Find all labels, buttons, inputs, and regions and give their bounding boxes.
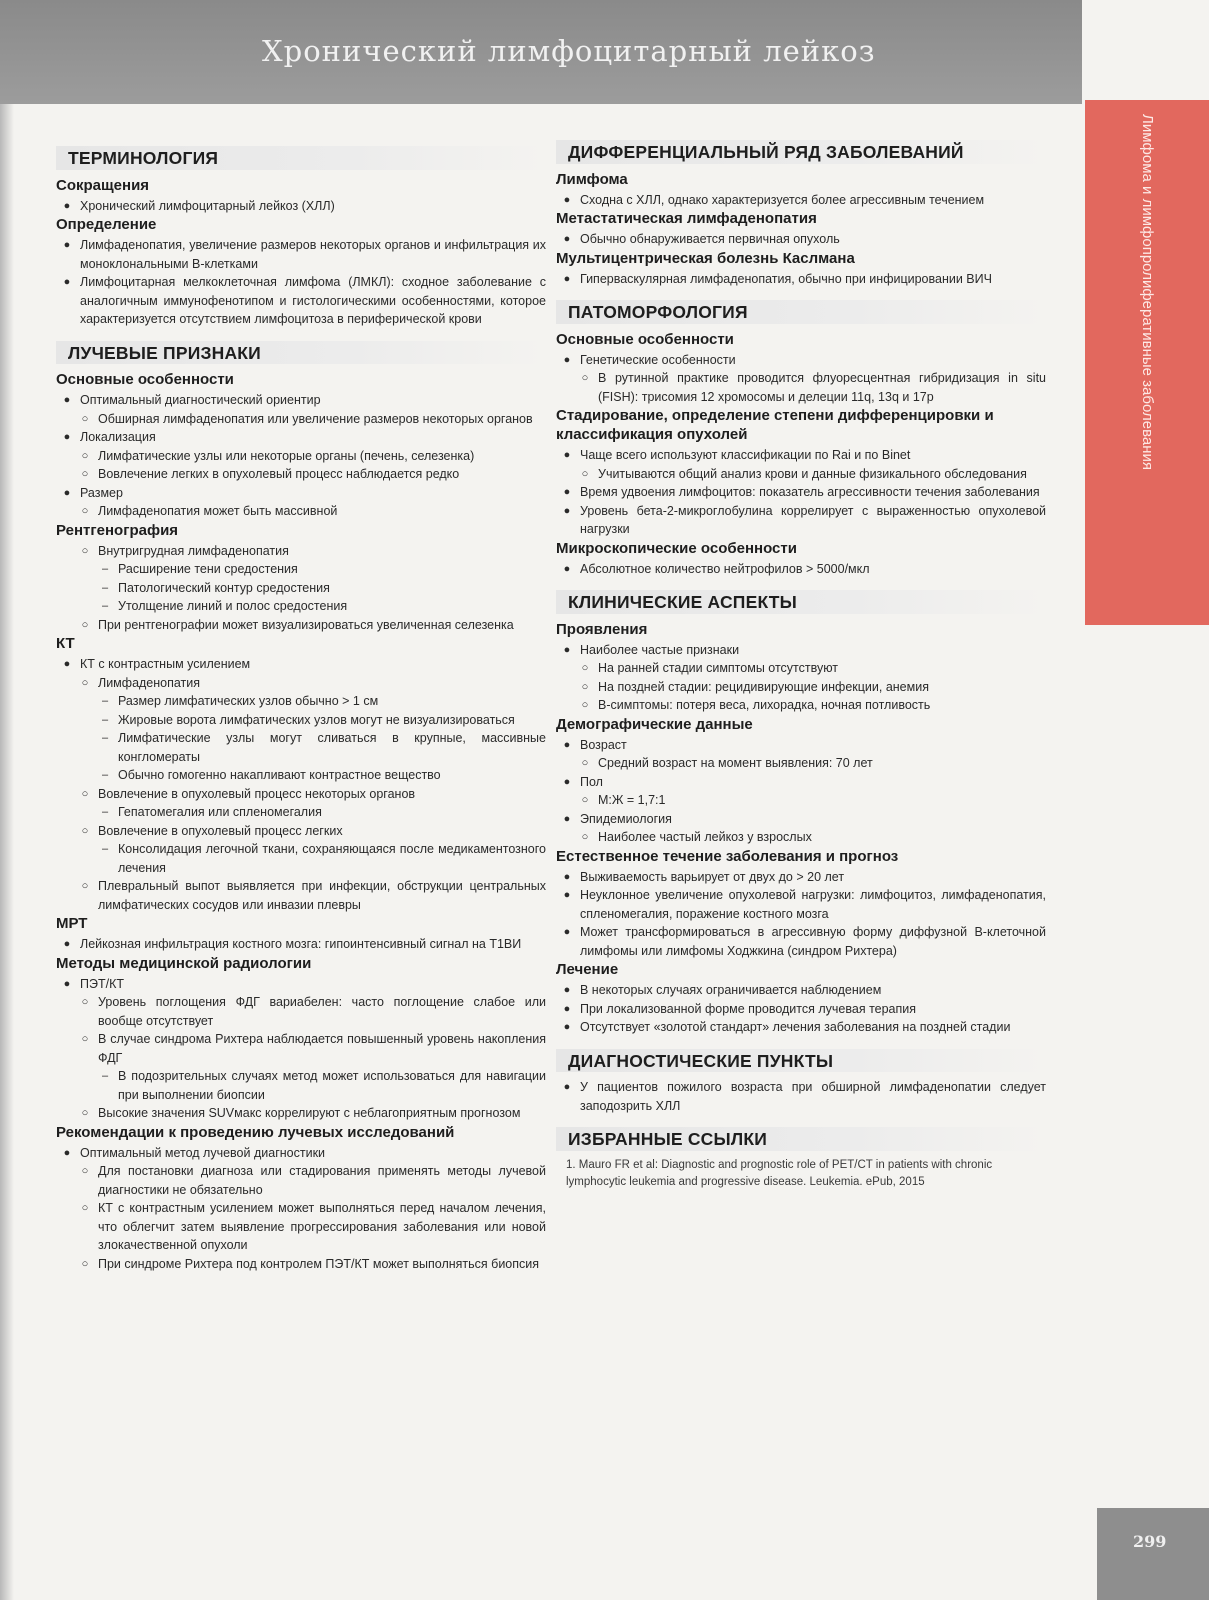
- bullet-icon: ●: [563, 504, 571, 517]
- list-item: [56, 391, 546, 410]
- bullet-icon: ●: [563, 984, 571, 996]
- list-item-text: На поздней стадии: рецидивирующие инфекции, анемия: [598, 679, 929, 694]
- left-column: [56, 146, 546, 1273]
- list-item: [56, 447, 546, 466]
- dash-bullet-icon: –: [101, 843, 109, 855]
- section-side-tab: [1085, 100, 1209, 625]
- circle-bullet-icon: ○: [81, 824, 89, 837]
- circle-bullet-icon: ○: [81, 996, 89, 1008]
- list-item-text: При синдроме Рихтера под контролем ПЭТ/КТ может выполняться биопсия: [98, 1256, 540, 1271]
- circle-bullet-icon: ○: [581, 794, 589, 806]
- bullet-icon: ●: [63, 1146, 71, 1159]
- list-item: [56, 975, 546, 994]
- circle-bullet-icon: ○: [581, 699, 589, 711]
- section-heading: ДИАГНОСТИЧЕСКИЕ ПУНКТЫ: [556, 1049, 1046, 1073]
- circle-bullet-icon: ○: [581, 680, 589, 693]
- subsection-heading: Мультицентрическая болезнь Каслмана: [556, 249, 855, 267]
- list-item: [556, 641, 1046, 660]
- bullet-icon: ●: [63, 199, 71, 212]
- list-item: [56, 840, 546, 877]
- circle-bullet-icon: ○: [581, 467, 589, 480]
- list-item: [56, 597, 546, 616]
- list-item: [556, 1000, 1046, 1019]
- bullet-icon: ●: [563, 738, 571, 751]
- list-item-text: Наиболее частые признаки: [580, 642, 740, 657]
- subsection-heading: Лимфома: [556, 170, 628, 188]
- list-item-text: КТ с контрастным усилением может выполняться перед началом лечения, что облегчит затем выявление прогрессирования заболевания или новой злокачественной опухоли: [98, 1201, 546, 1252]
- bullet-icon: ●: [563, 1021, 571, 1033]
- list-item-text: Сходна с ХЛЛ, однако характеризуется более агрессивным течением: [580, 192, 985, 207]
- list-item-text: Наиболее частый лейкоз у взрослых: [598, 830, 812, 844]
- list-item-text: Выживаемость варьирует от двух до > 20 лет: [580, 869, 845, 884]
- list-item-text: Хронический лимфоцитарный лейкоз (ХЛЛ): [80, 198, 335, 213]
- list-item-text: Лимфаденопатия: [98, 675, 201, 690]
- section-heading: ТЕРМИНОЛОГИЯ: [56, 146, 546, 170]
- circle-bullet-icon: ○: [81, 468, 89, 480]
- bullet-icon: ●: [563, 643, 571, 656]
- subsection-heading: Стадирование, определение степени дифференцировки и классификация опухолей: [556, 407, 994, 443]
- section-heading: КЛИНИЧЕСКИЕ АСПЕКТЫ: [556, 590, 1046, 614]
- list-item: [556, 1078, 1046, 1115]
- list-item-text: Обычно обнаруживается первичная опухоль: [580, 232, 840, 246]
- list-item: [556, 483, 1046, 502]
- list-item: [56, 1162, 546, 1199]
- list-item-text: Локализация: [80, 430, 156, 444]
- circle-bullet-icon: ○: [81, 1257, 89, 1270]
- list-item: [556, 810, 1046, 829]
- dash-bullet-icon: –: [101, 713, 109, 726]
- circle-bullet-icon: ○: [81, 412, 89, 425]
- list-item-text: КТ с контрастным усилением: [80, 657, 251, 671]
- list-item: [56, 484, 546, 503]
- list-item-text: Для постановки диагноза или стадирования применять методы лучевой диагностики не обязательно: [98, 1164, 546, 1197]
- subsection-heading: Сокращения: [56, 176, 150, 194]
- list-item: [56, 1104, 546, 1123]
- subsection-heading: КТ: [56, 635, 75, 652]
- list-item-text: У пациентов пожилого возраста при обширной лимфаденопатии следует заподозрить ХЛЛ: [580, 1080, 1046, 1113]
- bullet-icon: ●: [563, 812, 571, 825]
- subsection-heading: Определение: [56, 216, 157, 233]
- circle-bullet-icon: ○: [81, 544, 89, 557]
- subsection-heading: Лечение: [556, 961, 619, 978]
- list-item-text: Лимфаденопатия может быть массивной: [98, 504, 338, 518]
- list-item-text: Лимфатические узлы могут сливаться в крупные, массивные конгломераты: [118, 731, 546, 764]
- list-item-text: Расширение тени средостения: [118, 562, 298, 576]
- circle-bullet-icon: ○: [81, 1165, 89, 1177]
- list-item: [56, 729, 546, 766]
- list-item: [56, 1144, 546, 1163]
- list-item: [556, 828, 1046, 847]
- list-item-text: Чаще всего используют классификации по Rai и по Binet: [580, 448, 911, 462]
- dash-bullet-icon: –: [101, 1070, 109, 1082]
- list-item: [556, 446, 1046, 465]
- list-item-text: Генетические особенности: [580, 352, 736, 367]
- list-item: [556, 369, 1046, 406]
- list-item: [56, 822, 546, 841]
- bullet-icon: ●: [63, 486, 71, 499]
- bullet-icon: ●: [563, 889, 571, 901]
- list-item-text: Время удвоения лимфоцитов: показатель агрессивности течения заболевания: [580, 485, 1040, 499]
- dash-bullet-icon: –: [101, 695, 109, 707]
- list-item: [556, 659, 1046, 678]
- bullet-icon: ●: [563, 562, 571, 575]
- list-item-text: В случае синдрома Рихтера наблюдается повышенный уровень накопления ФДГ: [98, 1032, 546, 1065]
- circle-bullet-icon: ○: [581, 372, 589, 384]
- list-item-text: Может трансформироваться в агрессивную форму диффузной В-клеточной лимфомы или лимфомы Ходжкина (синдром Рихтера): [580, 925, 1046, 958]
- list-item-text: Учитываются общий анализ крови и данные физикального обследования: [598, 466, 1027, 481]
- list-item-text: Уровень поглощения ФДГ вариабелен: часто поглощение слабое или вообще отсутствует: [98, 995, 546, 1028]
- circle-bullet-icon: ○: [81, 618, 89, 631]
- list-item-text: Гиперваскулярная лимфаденопатия, обычно при инфицировании ВИЧ: [580, 271, 992, 286]
- bullet-icon: ●: [563, 775, 571, 788]
- right-column: [556, 140, 1046, 1191]
- subsection-heading: Проявления: [556, 620, 648, 638]
- list-item-text: Гепатомегалия или спленомегалия: [118, 805, 322, 819]
- list-item-text: Лимфоцитарная мелкоклеточная лимфома (ЛМКЛ): сходное заболевание с аналогичным иммунофенотипом и гистологическими особенностями, которое характеризуется отсутствием лимфоцитоза в периферической крови: [80, 275, 546, 326]
- subsection-heading: Основные особенности: [556, 330, 734, 348]
- list-item-text: Консолидация легочной ткани, сохраняющаяся после медикаментозного лечения: [118, 842, 546, 875]
- list-item-text: Размер лимфатических узлов обычно > 1 см: [118, 694, 379, 708]
- list-item-text: Утолщение линий и полос средостения: [118, 599, 348, 613]
- list-item-text: Обширная лимфаденопатия или увеличение размеров некоторых органов: [98, 411, 533, 426]
- circle-bullet-icon: ○: [581, 831, 589, 843]
- list-item-text: В рутинной практике проводится флуоресцентная гибридизация in situ (FISH): трисомия 12 хромосомы и делеции 11q, 13q и 17р: [598, 371, 1046, 404]
- list-item-text: Обычно гомогенно накапливают контрастное вещество: [118, 768, 441, 782]
- list-item-text: ПЭТ/КТ: [80, 976, 124, 991]
- list-item: [56, 935, 546, 954]
- list-item: [56, 542, 546, 561]
- list-item-text: При рентгенографии может визуализироваться увеличенная селезенка: [98, 617, 514, 632]
- list-item-text: Оптимальный метод лучевой диагностики: [80, 1145, 326, 1160]
- list-item: [556, 773, 1046, 792]
- list-item: [56, 410, 546, 429]
- page-number-tab: [1097, 1508, 1209, 1600]
- circle-bullet-icon: ○: [81, 880, 89, 892]
- list-item: [556, 465, 1046, 484]
- list-item-text: В подозрительных случаях метод может использоваться для навигации при выполнении биопсии: [118, 1069, 546, 1102]
- list-item: [556, 270, 1046, 289]
- list-item-text: Патологический контур средостения: [118, 580, 330, 595]
- list-item: [556, 351, 1046, 370]
- list-item: [556, 1018, 1046, 1037]
- page-gutter-shadow: [0, 0, 14, 1600]
- list-item: [56, 616, 546, 635]
- list-item-text: Высокие значения SUVмакс коррелируют с неблагоприятным прогнозом: [98, 1106, 521, 1120]
- list-item: [556, 696, 1046, 715]
- list-item-text: Абсолютное количество нейтрофилов > 5000/мкл: [580, 561, 870, 576]
- list-item-text: В-симптомы: потеря веса, лихорадка, ночная потливость: [598, 698, 931, 712]
- section-heading: ИЗБРАННЫЕ ССЫЛКИ: [556, 1127, 1046, 1151]
- list-item-text: Внутригрудная лимфаденопатия: [98, 543, 289, 558]
- bullet-icon: ●: [63, 431, 71, 443]
- circle-bullet-icon: ○: [81, 449, 89, 462]
- list-item-text: Лимфаденопатия, увеличение размеров некоторых органов и инфильтрация их моноклональными В-клетками: [80, 238, 546, 271]
- circle-bullet-icon: ○: [81, 505, 89, 517]
- section-heading: ЛУЧЕВЫЕ ПРИЗНАКИ: [56, 341, 546, 365]
- bullet-icon: ●: [563, 233, 571, 245]
- subsection-heading: Основные особенности: [56, 371, 234, 388]
- dash-bullet-icon: –: [101, 563, 109, 575]
- bullet-icon: ●: [563, 1081, 571, 1093]
- list-item: [56, 711, 546, 730]
- circle-bullet-icon: ○: [81, 1033, 89, 1045]
- circle-bullet-icon: ○: [81, 676, 89, 689]
- list-item-text: Возраст: [580, 737, 627, 752]
- bullet-icon: ●: [63, 658, 71, 670]
- list-item-text: Оптимальный диагностический ориентир: [80, 393, 321, 407]
- dash-bullet-icon: –: [101, 600, 109, 612]
- list-item-text: Вовлечение в опухолевый процесс легких: [98, 823, 343, 838]
- list-item: [56, 1030, 546, 1067]
- page-number: 299: [1133, 1532, 1167, 1551]
- list-item: [556, 791, 1046, 810]
- dash-bullet-icon: –: [101, 806, 109, 818]
- list-item: [56, 993, 546, 1030]
- subsection-heading: Методы медицинской радиологии: [56, 954, 312, 972]
- list-item-text: Лейкозная инфильтрация костного мозга: гипоинтенсивный сигнал на Т1ВИ: [80, 937, 522, 951]
- bullet-icon: ●: [563, 353, 571, 366]
- subsection-heading: МРТ: [56, 915, 88, 932]
- list-item: [556, 736, 1046, 755]
- list-item: [556, 923, 1046, 960]
- dash-bullet-icon: –: [101, 581, 109, 594]
- list-item-text: Средний возраст на момент выявления: 70 лет: [598, 756, 873, 770]
- list-item: [556, 230, 1046, 249]
- bullet-icon: ●: [563, 449, 571, 461]
- list-item: [556, 981, 1046, 1000]
- list-item: [556, 502, 1046, 539]
- list-item-text: М:Ж = 1,7:1: [598, 793, 666, 807]
- section-heading: ПАТОМОРФОЛОГИЯ: [556, 300, 1046, 324]
- list-item-text: Отсутствует «золотой стандарт» лечения заболевания на поздней стадии: [580, 1020, 1011, 1034]
- list-item: [56, 428, 546, 447]
- subsection-heading: Метастатическая лимфаденопатия: [556, 210, 817, 227]
- list-item: [56, 579, 546, 598]
- bullet-icon: ●: [63, 938, 71, 950]
- reference-item: 1. Mauro FR et al: Diagnostic and prognostic role of PET/CT in patients with chronic lymphocytic leukemia and progressive disease. Leukemia. ePub, 2015: [566, 1158, 993, 1188]
- circle-bullet-icon: ○: [81, 787, 89, 800]
- list-item: [556, 754, 1046, 773]
- list-item: [556, 191, 1046, 210]
- list-item: [56, 1255, 546, 1274]
- list-item: [56, 560, 546, 579]
- list-item: [556, 678, 1046, 697]
- list-item: [556, 560, 1046, 579]
- subsection-heading: Микроскопические особенности: [556, 539, 797, 557]
- bullet-icon: ●: [63, 977, 71, 990]
- list-item: [56, 877, 546, 914]
- list-item: [56, 766, 546, 785]
- bullet-icon: ●: [563, 870, 571, 883]
- list-item-text: Размер: [80, 485, 123, 500]
- side-tab-label: Лимфома и лимфопролиферативные заболевания: [1139, 114, 1156, 471]
- list-item: [56, 1067, 546, 1104]
- circle-bullet-icon: ○: [581, 757, 589, 769]
- list-item: [56, 655, 546, 674]
- subsection-heading: Рекомендации к проведению лучевых исследований: [56, 1123, 455, 1141]
- section-heading: ДИФФЕРЕНЦИАЛЬНЫЙ РЯД ЗАБОЛЕВАНИЙ: [556, 140, 1046, 164]
- list-item: [56, 273, 546, 329]
- list-item: [556, 868, 1046, 887]
- dash-bullet-icon: –: [101, 769, 109, 781]
- bullet-icon: ●: [63, 394, 71, 406]
- circle-bullet-icon: ○: [81, 1107, 89, 1119]
- list-item-text: В некоторых случаях ограничивается наблюдением: [580, 983, 882, 997]
- list-item: [56, 197, 546, 216]
- dash-bullet-icon: –: [101, 732, 109, 744]
- subsection-heading: Рентгенография: [56, 521, 179, 539]
- bullet-icon: ●: [563, 193, 571, 206]
- bullet-icon: ●: [63, 239, 71, 251]
- bullet-icon: ●: [63, 276, 71, 288]
- page-title: Хронический лимфоцитарный лейкоз: [262, 34, 876, 68]
- circle-bullet-icon: ○: [81, 1202, 89, 1214]
- list-item-text: Уровень бета-2-микроглобулина коррелирует с выраженностью опухолевой нагрузки: [580, 503, 1046, 536]
- list-item-text: Лимфатические узлы или некоторые органы (печень, селезенка): [98, 448, 475, 463]
- list-item-text: Вовлечение легких в опухолевый процесс наблюдается редко: [98, 467, 460, 481]
- bullet-icon: ●: [563, 926, 571, 938]
- bullet-icon: ●: [563, 486, 571, 498]
- list-item-text: Неуклонное увеличение опухолевой нагрузки: лимфоцитоз, лимфаденопатия, спленомегалия, поражение костного мозга: [580, 888, 1046, 921]
- bullet-icon: ●: [563, 1002, 571, 1015]
- list-item-text: Вовлечение в опухолевый процесс некоторых органов: [98, 786, 416, 801]
- list-item: [56, 674, 546, 693]
- bullet-icon: ●: [563, 272, 571, 285]
- subsection-heading: Демографические данные: [556, 715, 753, 733]
- circle-bullet-icon: ○: [581, 662, 589, 674]
- list-item: [56, 803, 546, 822]
- list-item: [56, 1199, 546, 1255]
- list-item: [556, 886, 1046, 923]
- subsection-heading: Естественное течение заболевания и прогноз: [556, 847, 899, 865]
- list-item-text: Жировые ворота лимфатических узлов могут не визуализироваться: [118, 712, 515, 727]
- list-item-text: Плевральный выпот выявляется при инфекции, обструкции центральных лимфатических сосудов или инвазии плевры: [98, 879, 546, 912]
- list-item-text: При локализованной форме проводится лучевая терапия: [580, 1001, 917, 1016]
- list-item-text: Пол: [580, 774, 603, 789]
- list-item: [56, 236, 546, 273]
- list-item: [56, 692, 546, 711]
- list-item: [56, 465, 546, 484]
- list-item: [56, 785, 546, 804]
- list-item-text: На ранней стадии симптомы отсутствуют: [598, 661, 839, 675]
- list-item: [56, 502, 546, 521]
- chapter-header: [0, 0, 1082, 104]
- list-item-text: Эпидемиология: [580, 811, 672, 826]
